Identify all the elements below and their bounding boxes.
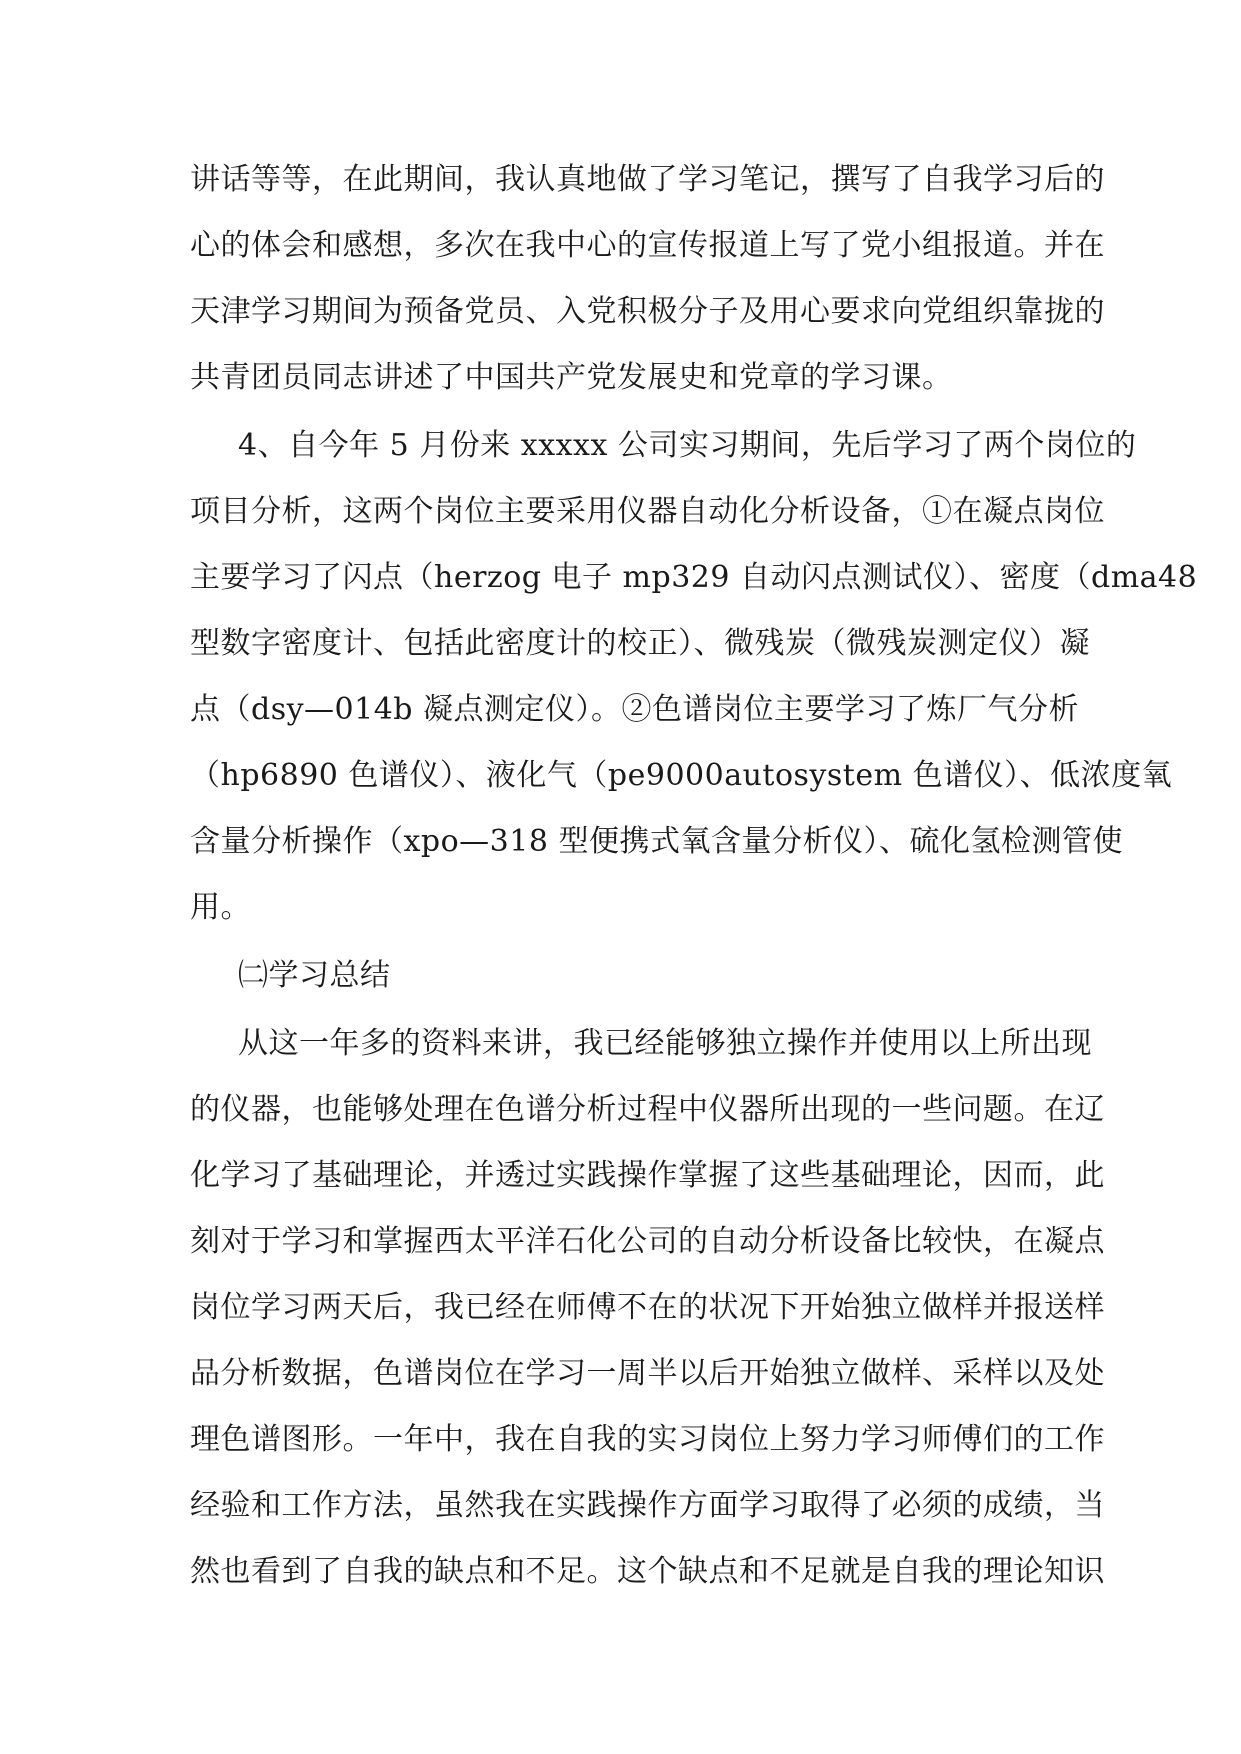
paragraph-line: 型数字密度计、包括此密度计的校正）、微残炭（微残炭测定仪）凝 xyxy=(190,626,1090,661)
paragraph-line: 从这一年多的资料来讲，我已经能够独立操作并使用以上所出现 xyxy=(238,1026,1092,1061)
paragraph-line: 主要学习了闪点（herzog 电子 mp329 自动闪点测试仪）、密度（dma48 xyxy=(190,560,1198,595)
section-heading: ㈡学习总结 xyxy=(238,958,391,993)
paragraph-line: 含量分析操作（xpo—318 型便携式氧含量分析仪）、硫化氢检测管使 xyxy=(190,824,1123,859)
paragraph-line: 经验和工作方法，虽然我在实践操作方面学习取得了必须的成绩，当 xyxy=(190,1488,1105,1523)
paragraph-line: 项目分析，这两个岗位主要采用仪器自动化分析设备，①在凝点岗位 xyxy=(190,494,1105,529)
paragraph-line: 点（dsy—014b 凝点测定仪）。②色谱岗位主要学习了炼厂气分析 xyxy=(190,692,1080,727)
paragraph-line: （hp6890 色谱仪）、液化气（pe9000autosystem 色谱仪）、低浓度氧 xyxy=(190,758,1173,793)
paragraph-line: 的仪器，也能够处理在色谱分析过程中仪器所出现的一些问题。在辽 xyxy=(190,1092,1105,1127)
paragraph-line: 刻对于学习和掌握西太平洋石化公司的自动分析设备比较快，在凝点 xyxy=(190,1224,1105,1259)
paragraph-line: 讲话等等，在此期间，我认真地做了学习笔记，撰写了自我学习后的 xyxy=(190,162,1105,197)
paragraph-line: 共青团员同志讲述了中国共产党发展史和党章的学习课。 xyxy=(190,360,953,395)
paragraph-line: 品分析数据，色谱岗位在学习一周半以后开始独立做样、采样以及处 xyxy=(190,1356,1105,1391)
paragraph-line: 用。 xyxy=(190,890,251,925)
paragraph-line: 理色谱图形。一年中，我在自我的实习岗位上努力学习师傅们的工作 xyxy=(190,1422,1105,1457)
paragraph-line: 4、自今年 5 月份来 xxxxx 公司实习期间，先后学习了两个岗位的 xyxy=(238,428,1137,463)
paragraph-line: 岗位学习两天后，我已经在师傅不在的状况下开始独立做样并报送样 xyxy=(190,1290,1105,1325)
paragraph-line: 然也看到了自我的缺点和不足。这个缺点和不足就是自我的理论知识 xyxy=(190,1554,1105,1589)
paragraph-line: 天津学习期间为预备党员、入党积极分子及用心要求向党组织靠拢的 xyxy=(190,294,1105,329)
paragraph-line: 心的体会和感想，多次在我中心的宣传报道上写了党小组报道。并在 xyxy=(190,228,1105,263)
paragraph-line: 化学习了基础理论，并透过实践操作掌握了这些基础理论，因而，此 xyxy=(190,1158,1105,1193)
